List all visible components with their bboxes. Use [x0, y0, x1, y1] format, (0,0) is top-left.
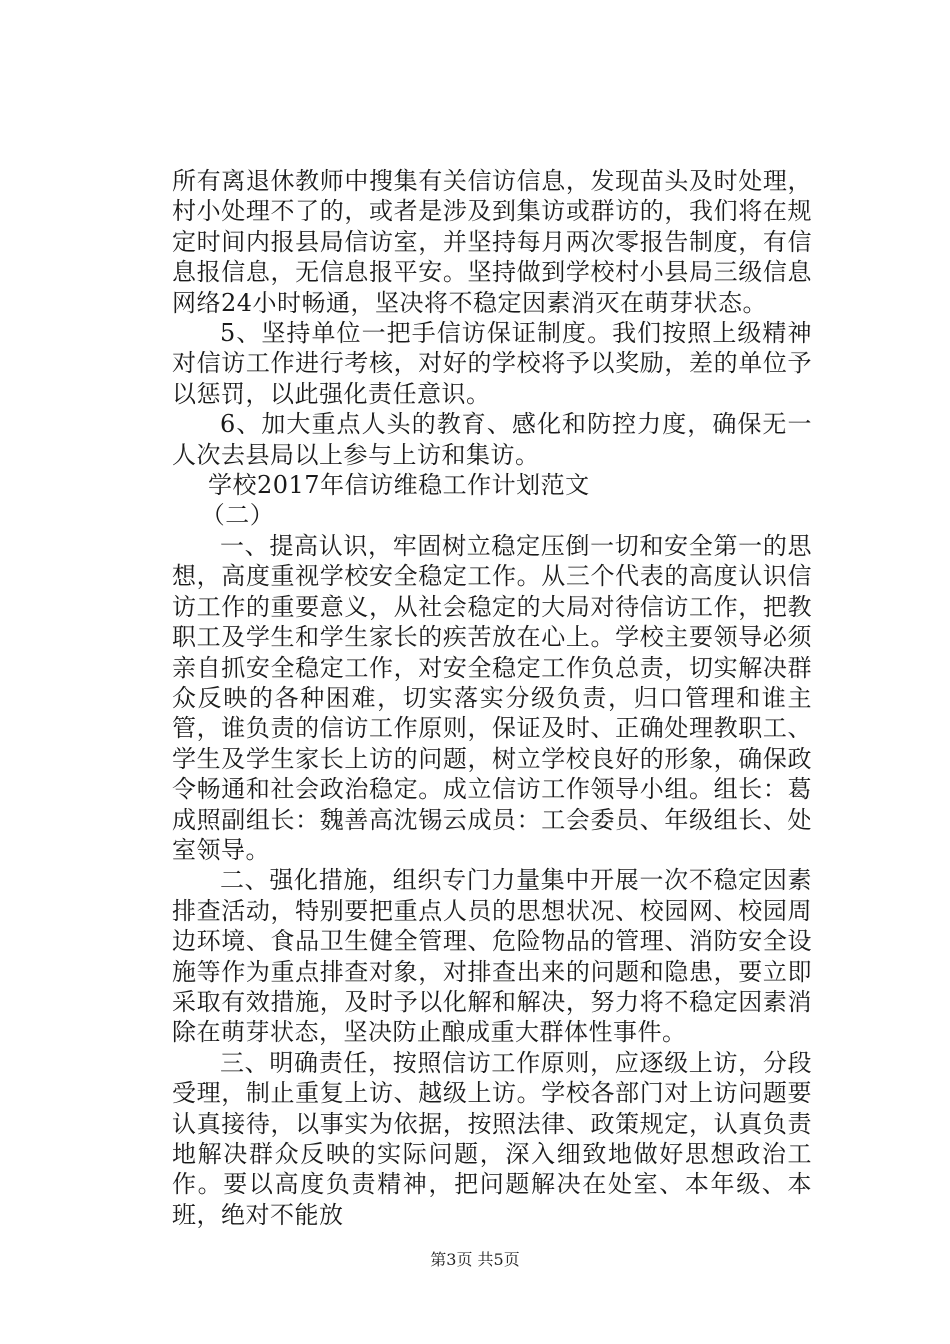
paragraph-item-6: 6、加大重点人头的教育、感化和防控力度，确保无一人次去县局以上参与上访和集访。 — [172, 410, 812, 469]
paragraph-item-5: 5、坚持单位一把手信访保证制度。我们按照上级精神对信访工作进行考核，对好的学校将予以奖励，差的单位予以惩罚，以此强化责任意识。 — [172, 319, 812, 408]
section-title: 学校2017年信访维稳工作计划范文 — [208, 471, 590, 500]
paragraph-section-3: 三、明确责任，按照信访工作原则，应逐级上访，分段受理，制止重复上访、越级上访。学校各部门对上访问题要认真接待，以事实为依据，按照法律、政策规定，认真负责地解决群众反映的实际问题，深入细致地做好思想政治工作。要以高度负责精神，把问题解决在处室、本年级、本班，绝对不能放 — [172, 1048, 812, 1229]
paragraph-continuation: 所有离退休教师中搜集有关信访信息，发现苗头及时处理，村小处理不了的，或者是涉及到集访或群访的，我们将在规定时间内报县局信访室，并坚持每月两次零报告制度，有信息报信息，无信息报平安。坚持做到学校村小县局三级信息网络24小时畅通，坚决将不稳定因素消灭在萌芽状态。 — [172, 167, 812, 317]
paragraph-section-1: 一、提高认识，牢固树立稳定压倒一切和安全第一的思想，高度重视学校安全稳定工作。从三个代表的高度认识信访工作的重要意义，从社会稳定的大局对待信访工作，把教职工及学生和学生家长的疾苦放在心上。学校主要领导必须亲自抓安全稳定工作，对安全稳定工作负总责，切实解决群众反映的各种困难，切实落实分级负责，归口管理和谁主管，谁负责的信访工作原则，保证及时、正确处理教职工、学生及学生家长上访的问题，树立学校良好的形象，确保政令畅通和社会政治稳定。成立信访工作领导小组。组长：葛成照副组长：魏善高沈锡云成员：工会委员、年级组长、处室领导。 — [172, 531, 812, 864]
page-number: 第3页 共5页 — [430, 1250, 520, 1269]
page-footer — [0, 1247, 950, 1270]
section-subtitle: （二） — [200, 501, 275, 530]
document-body — [172, 166, 812, 1230]
paragraph-section-2: 二、强化措施，组织专门力量集中开展一次不稳定因素排查活动，特别要把重点人员的思想状况、校园网、校园周边环境、食品卫生健全管理、危险物品的管理、消防安全设施等作为重点排查对象，对排查出来的问题和隐患，要立即采取有效措施，及时予以化解和解决，努力将不稳定因素消除在萌芽状态，坚决防止酿成重大群体性事件。 — [172, 866, 812, 1047]
